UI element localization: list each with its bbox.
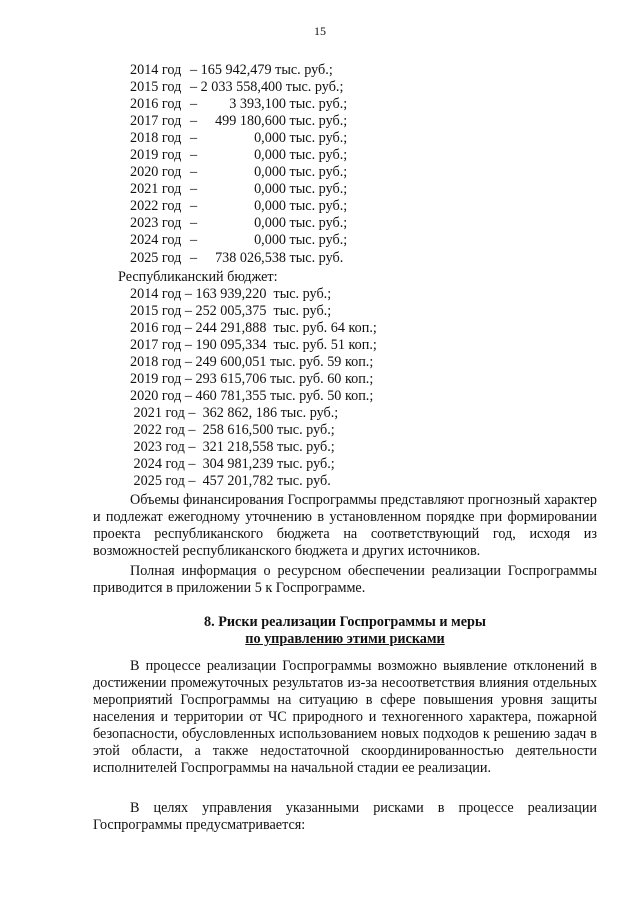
federal-year-row: [130, 130, 347, 147]
year-label: 2019 год: [130, 147, 182, 163]
amount: 3 393,100: [229, 96, 286, 112]
unit: тыс. руб.;: [289, 181, 348, 197]
unit: тыс. руб.;: [289, 147, 348, 163]
paragraph-forecast: [93, 492, 597, 560]
page-number: 15: [314, 24, 326, 38]
section-heading-line1: 8. Риски реализации Госпрограммы и меры: [204, 614, 486, 630]
amount: 0,000: [254, 215, 286, 231]
federal-year-row: [130, 79, 343, 96]
dash: –: [190, 164, 198, 180]
republican-year-row: 2014 год – 163 939,220 тыс. руб.;: [130, 286, 332, 302]
amount: 0,000: [254, 181, 286, 197]
amount: 0,000: [254, 147, 286, 163]
dash: –: [190, 250, 198, 266]
paragraph-risks-text: В процессе реализации Госпрограммы возможно выявление отклонений в достижении промежуточных результатов из-за несоответствия влияния отдельных мероприятий Госпрограммы на ситуацию в сфере повышения уровня защиты населения и территории от ЧС природного и техногенного характера, пожарной безопасности, обусловленных использованием новых подходов к решению задач в этой области, а также недостаточной скоординированностью деятельности исполнителей Госпрограммы на начальной стадии ее реализации.: [93, 658, 597, 776]
year-label: 2020 год: [130, 164, 182, 180]
unit: тыс. руб.;: [289, 232, 348, 248]
year-label: 2024 год: [130, 232, 182, 248]
unit: тыс. руб.;: [289, 215, 348, 231]
federal-year-row: [130, 62, 333, 79]
paragraph-management: [93, 800, 597, 834]
unit: тыс. руб.;: [289, 164, 348, 180]
paragraph-management-text: В целях управления указанными рисками в процессе реализации Госпрограммы предусматривается:: [93, 800, 597, 833]
dash: –: [190, 79, 201, 95]
unit: тыс. руб.;: [289, 113, 348, 129]
year-label: 2015 год: [130, 79, 182, 95]
republican-budget-label: Республиканский бюджет:: [118, 269, 278, 285]
paragraph-risks: [93, 658, 597, 777]
section-heading-line2: по управлению этими рисками: [245, 631, 445, 647]
year-label: 2023 год: [130, 215, 182, 231]
federal-year-row: [130, 164, 347, 181]
amount: 0,000: [254, 232, 286, 248]
amount: 2 033 558,400: [200, 79, 283, 95]
paragraph-info: [93, 563, 597, 597]
paragraph-info-text: Полная информация о ресурсном обеспечении реализации Госпрограммы приводится в приложении 5 к Госпрограмме.: [93, 563, 597, 596]
unit: тыс. руб.;: [289, 130, 348, 146]
year-label: 2017 год: [130, 113, 182, 129]
federal-year-row: [130, 250, 343, 267]
paragraph-forecast-text: Объемы финансирования Госпрограммы представляют прогнозный характер и подлежат ежегодному уточнению в установленном порядке при формировании проекта республиканского бюджета на соответствующий год, исходя из возможностей республиканского бюджета и других источников.: [93, 492, 597, 559]
year-label: 2022 год: [130, 198, 182, 214]
republican-year-row: 2021 год – 362 862, 186 тыс. руб.;: [130, 405, 339, 421]
dash: –: [190, 113, 198, 129]
republican-year-row: 2015 год – 252 005,375 тыс. руб.;: [130, 303, 332, 319]
federal-year-row: [130, 198, 347, 215]
unit: тыс. руб.: [289, 250, 344, 266]
federal-year-row: [130, 113, 347, 130]
federal-year-row: [130, 215, 347, 232]
republican-year-row: 2016 год – 244 291,888 тыс. руб. 64 коп.;: [130, 320, 377, 336]
amount: 0,000: [254, 130, 286, 146]
year-label: 2014 год: [130, 62, 182, 78]
dash: –: [190, 181, 198, 197]
federal-year-row: [130, 96, 347, 113]
year-label: 2025 год: [130, 250, 182, 266]
republican-year-row: 2018 год – 249 600,051 тыс. руб. 59 коп.;: [130, 354, 374, 370]
republican-year-row: 2022 год – 258 616,500 тыс. руб.;: [130, 422, 335, 438]
dash: –: [190, 62, 201, 78]
amount: 0,000: [254, 198, 286, 214]
year-label: 2016 год: [130, 96, 182, 112]
federal-year-row: [130, 181, 347, 198]
dash: –: [190, 147, 198, 163]
amount: 499 180,600: [215, 113, 286, 129]
unit: тыс. руб.;: [285, 79, 344, 95]
republican-year-row: 2025 год – 457 201,782 тыс. руб.: [130, 473, 331, 489]
republican-year-row: 2020 год – 460 781,355 тыс. руб. 50 коп.;: [130, 388, 374, 404]
amount: 0,000: [254, 164, 286, 180]
unit: тыс. руб.;: [289, 198, 348, 214]
dash: –: [190, 130, 198, 146]
dash: –: [190, 96, 198, 112]
amount: 738 026,538: [215, 250, 286, 266]
federal-year-row: [130, 147, 347, 164]
federal-year-row: [130, 232, 347, 249]
republican-year-row: 2017 год – 190 095,334 тыс. руб. 51 коп.;: [130, 337, 377, 353]
republican-year-row: 2024 год – 304 981,239 тыс. руб.;: [130, 456, 335, 472]
year-label: 2018 год: [130, 130, 182, 146]
unit: тыс. руб.;: [275, 62, 333, 78]
republican-year-row: 2023 год – 321 218,558 тыс. руб.;: [130, 439, 335, 455]
year-label: 2021 год: [130, 181, 182, 197]
dash: –: [190, 198, 198, 214]
dash: –: [190, 215, 198, 231]
section-heading: [93, 614, 597, 648]
unit: тыс. руб.;: [289, 96, 348, 112]
amount: 165 942,479: [200, 62, 272, 78]
dash: –: [190, 232, 198, 248]
republican-year-row: 2019 год – 293 615,706 тыс. руб. 60 коп.;: [130, 371, 374, 387]
